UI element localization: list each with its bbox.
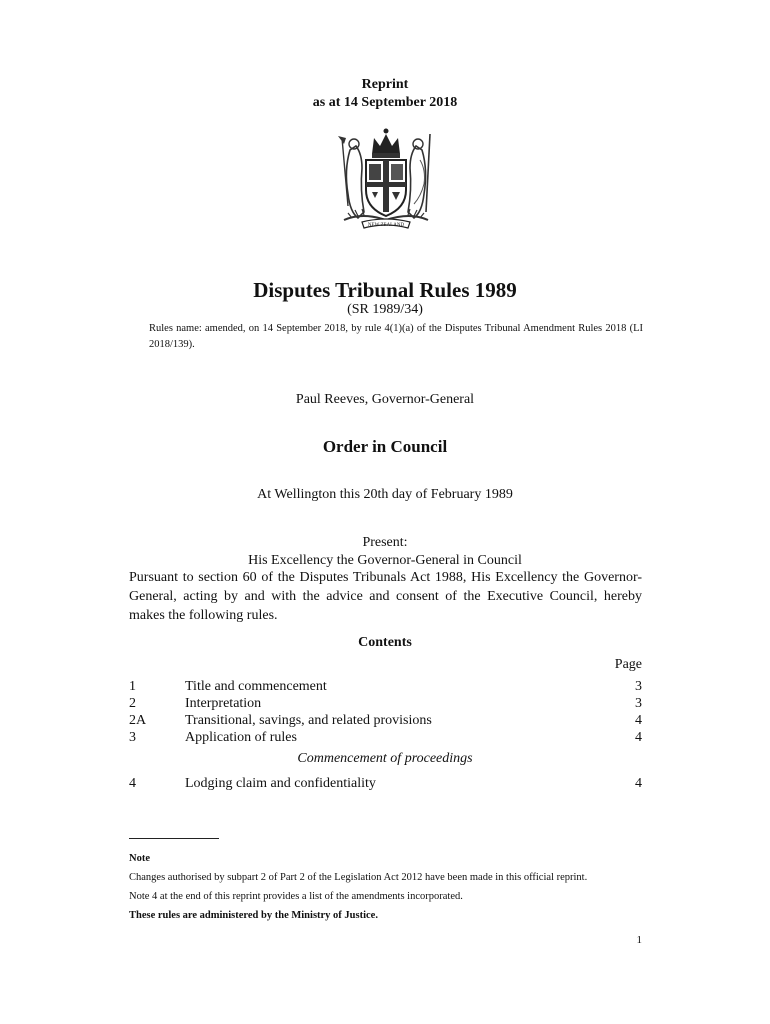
toc-number: 2A	[129, 713, 147, 728]
toc-number: 3	[129, 730, 136, 745]
note-heading: Note	[129, 853, 150, 864]
note-block	[129, 849, 642, 925]
rules-name-note: Rules name: amended, on 14 September 2018, by rule 4(1)(a) of the Disputes Tribunal Amendment Rules 2018 (LI 2018/139).	[149, 323, 643, 350]
toc-title[interactable]: Interpretation	[185, 696, 262, 711]
note-line: Changes authorised by subpart 2 of Part 2 of the Legislation Act 2012 have been made in this official reprint.	[129, 872, 588, 883]
toc-number: 1	[129, 679, 136, 694]
toc-row[interactable]	[129, 730, 642, 748]
toc-page: 3	[635, 696, 642, 711]
toc-title[interactable]: Application of rules	[185, 730, 297, 745]
order-in-council-heading: Order in Council	[322, 437, 448, 456]
toc-number: 4	[129, 776, 136, 791]
page-number: 1	[636, 934, 642, 946]
toc-title[interactable]: Lodging claim and confidentiality	[185, 776, 376, 791]
toc-row[interactable]	[129, 776, 642, 794]
nz-coat-of-arms-icon	[322, 120, 450, 232]
reprint-label: Reprint	[361, 77, 409, 92]
document-title: Disputes Tribunal Rules 1989	[253, 278, 517, 302]
note-line: These rules are administered by the Ministry of Justice.	[129, 910, 378, 921]
present-label: Present:	[362, 535, 408, 550]
contents-subheading: Commencement of proceedings	[297, 751, 473, 766]
toc-page: 3	[635, 679, 642, 694]
toc-page: 4	[635, 776, 642, 791]
toc-row[interactable]	[129, 713, 642, 731]
present-who: His Excellency the Governor-General in Council	[248, 553, 522, 568]
at-wellington-line: At Wellington this 20th day of February 1989	[257, 487, 513, 502]
toc-number: 2	[129, 696, 136, 711]
sr-number: (SR 1989/34)	[347, 302, 423, 317]
note-divider	[129, 838, 219, 839]
toc-page: 4	[635, 713, 642, 728]
toc-row[interactable]	[129, 679, 642, 697]
toc-row[interactable]	[129, 696, 642, 714]
note-line: Note 4 at the end of this reprint provides a list of the amendments incorporated.	[129, 891, 463, 902]
contents-heading: Contents	[358, 635, 412, 650]
present-block	[0, 534, 770, 570]
governor-general: Paul Reeves, Governor-General	[295, 392, 475, 407]
reprint-date: as at 14 September 2018	[312, 95, 458, 110]
toc-title[interactable]: Title and commencement	[185, 679, 327, 694]
toc-page: 4	[635, 730, 642, 745]
reprint-header	[0, 76, 770, 112]
crest-banner-text: NEW ZEALAND	[367, 223, 405, 228]
toc-title[interactable]: Transitional, savings, and related provisions	[185, 713, 432, 728]
contents-page-label: Page	[614, 657, 642, 672]
pursuant-paragraph: Pursuant to section 60 of the Disputes Tribunals Act 1988, His Excellency the Governor-General, acting by and with the advice and consent of the Executive Council, hereby makes the following rules.	[129, 570, 642, 623]
